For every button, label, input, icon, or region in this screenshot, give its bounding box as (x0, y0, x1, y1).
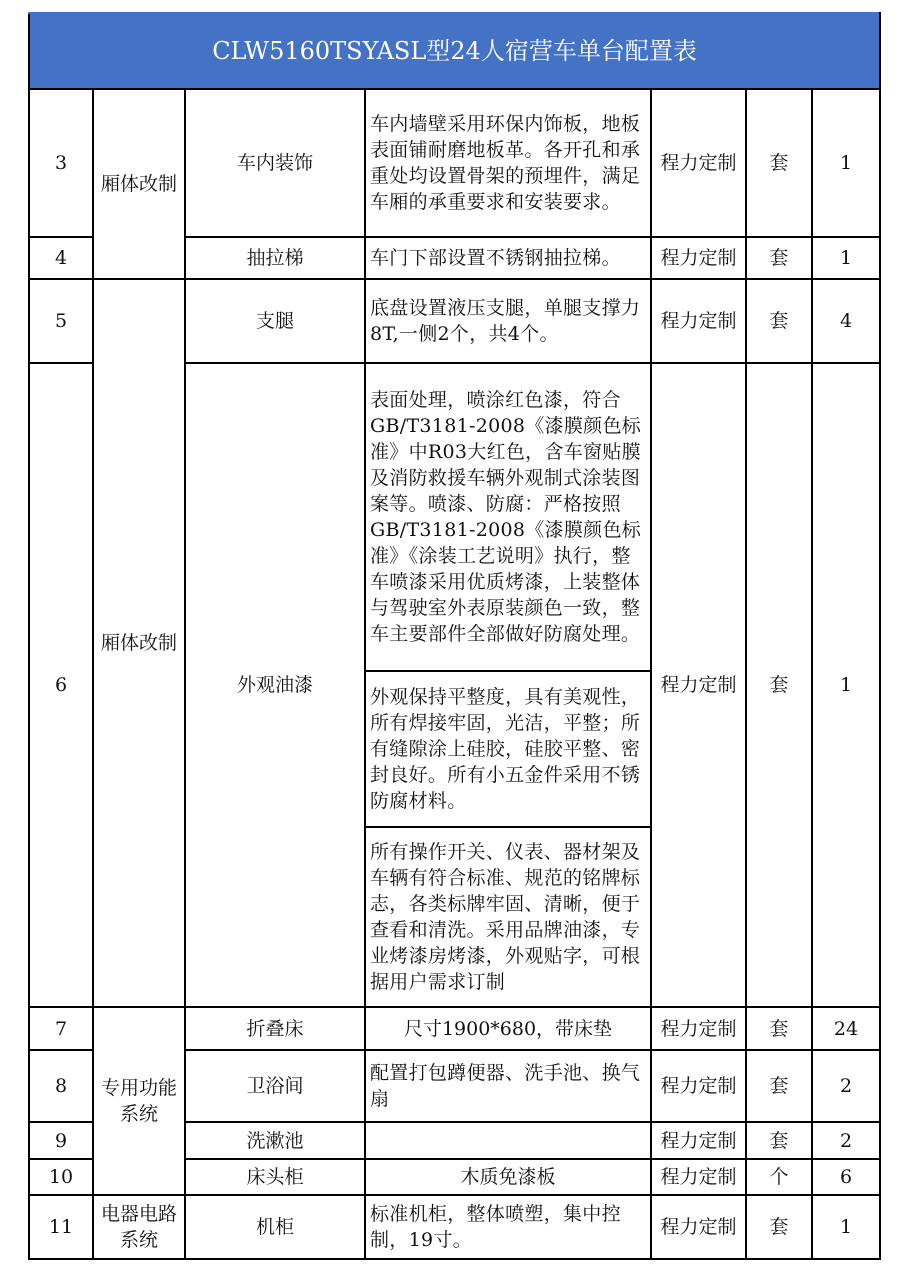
table-row (29, 89, 880, 237)
supplier-cell: 程力定制 (651, 363, 746, 1007)
supplier-cell: 程力定制 (651, 1050, 746, 1122)
category-cell: 厢体改制 (93, 89, 185, 279)
row-no: 8 (29, 1050, 93, 1122)
item-cell: 外观油漆 (185, 363, 365, 1007)
qty-cell: 6 (812, 1159, 880, 1195)
description-cell: 车内墙壁采用环保内饰板，地板表面铺耐磨地板革。各开孔和承重处均设置骨架的预埋件，满足车厢的承重要求和安装要求。 (365, 89, 651, 237)
supplier-cell: 程力定制 (651, 279, 746, 363)
description-cell: 外观保持平整度，具有美观性，所有焊接牢固，光洁，平整；所有缝隙涂上硅胶，硅胶平整、密封良好。所有小五金件采用不锈防腐材料。 (365, 671, 651, 827)
description-cell: 所有操作开关、仪表、器材架及车辆有符合标准、规范的铭牌标志，各类标牌牢固、清晰，便于查看和清洗。采用品牌油漆，专业烤漆房烤漆，外观贴字，可根据用户需求订制 (365, 827, 651, 1007)
category-cell: 电器电路系统 (93, 1195, 185, 1259)
supplier-cell: 程力定制 (651, 89, 746, 237)
item-cell: 机柜 (185, 1195, 365, 1259)
config-sheet (28, 12, 879, 1260)
qty-cell: 4 (812, 279, 880, 363)
qty-cell: 1 (812, 237, 880, 279)
unit-cell: 套 (746, 237, 812, 279)
row-no: 9 (29, 1122, 93, 1159)
row-no: 6 (29, 363, 93, 1007)
supplier-cell: 程力定制 (651, 237, 746, 279)
unit-cell: 套 (746, 1122, 812, 1159)
unit-cell: 套 (746, 1050, 812, 1122)
description-cell: 标准机柜，整体喷塑，集中控制，19寸。 (365, 1195, 651, 1259)
qty-cell: 1 (812, 1195, 880, 1259)
unit-cell: 套 (746, 363, 812, 1007)
config-table (28, 12, 881, 1260)
unit-cell: 套 (746, 1007, 812, 1050)
row-no: 11 (29, 1195, 93, 1259)
supplier-cell: 程力定制 (651, 1195, 746, 1259)
description-cell: 底盘设置液压支腿，单腿支撑力8T,一侧2个，共4个。 (365, 279, 651, 363)
unit-cell: 套 (746, 1195, 812, 1259)
item-cell: 抽拉梯 (185, 237, 365, 279)
item-cell: 车内装饰 (185, 89, 365, 237)
description-cell: 木质免漆板 (365, 1159, 651, 1195)
unit-cell: 个 (746, 1159, 812, 1195)
supplier-cell: 程力定制 (651, 1159, 746, 1195)
table-row (29, 1007, 880, 1050)
supplier-cell: 程力定制 (651, 1007, 746, 1050)
table-title: CLW5160TSYASL型24人宿营车单台配置表 (29, 13, 880, 89)
qty-cell: 2 (812, 1122, 880, 1159)
row-no: 5 (29, 279, 93, 363)
qty-cell: 1 (812, 363, 880, 1007)
table-row (29, 1195, 880, 1259)
row-no: 10 (29, 1159, 93, 1195)
description-cell: 车门下部设置不锈钢抽拉梯。 (365, 237, 651, 279)
unit-cell: 套 (746, 89, 812, 237)
qty-cell: 2 (812, 1050, 880, 1122)
description-cell: 配置打包蹲便器、洗手池、换气扇 (365, 1050, 651, 1122)
qty-cell: 1 (812, 89, 880, 237)
row-no: 4 (29, 237, 93, 279)
item-cell: 洗漱池 (185, 1122, 365, 1159)
unit-cell: 套 (746, 279, 812, 363)
item-cell: 床头柜 (185, 1159, 365, 1195)
category-cell: 专用功能系统 (93, 1007, 185, 1195)
description-cell (365, 1122, 651, 1159)
item-cell: 支腿 (185, 279, 365, 363)
description-cell: 尺寸1900*680，带床垫 (365, 1007, 651, 1050)
row-no: 7 (29, 1007, 93, 1050)
qty-cell: 24 (812, 1007, 880, 1050)
table-row (29, 279, 880, 363)
description-cell: 表面处理，喷涂红色漆，符合GB/T3181-2008《漆膜颜色标准》中R03大红色，含车窗贴膜及消防救援车辆外观制式涂装图案等。喷漆、防腐：严格按照GB/T3181-2008《漆膜颜色标准》《涂装工艺说明》执行，整车喷漆采用优质烤漆，上装整体与驾驶室外表原装颜色一致，整车主要部件全部做好防腐处理。 (365, 363, 651, 671)
item-cell: 卫浴间 (185, 1050, 365, 1122)
item-cell: 折叠床 (185, 1007, 365, 1050)
row-no: 3 (29, 89, 93, 237)
supplier-cell: 程力定制 (651, 1122, 746, 1159)
category-cell: 厢体改制 (93, 279, 185, 1007)
